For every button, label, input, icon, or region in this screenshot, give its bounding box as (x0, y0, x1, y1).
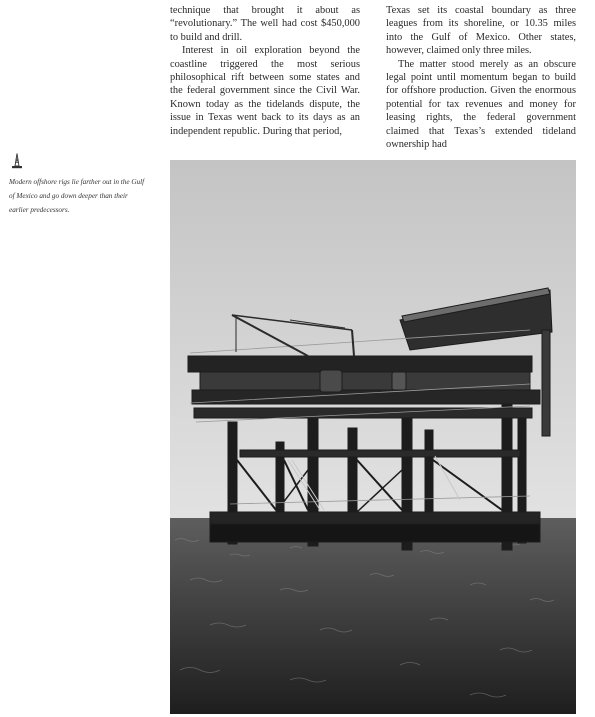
sea (170, 518, 576, 714)
oil-derrick-icon (11, 153, 23, 169)
caption-text: Modern offshore rigs lie farther out in the Gulf of Mexico and go down deeper than their earlier predecessors. (9, 178, 145, 215)
paragraph: technique that brought it about as “revolutionary.” The well had cost $450,000 to build and drill. (170, 5, 360, 43)
text-column-right (386, 4, 576, 151)
paragraph: The matter stood merely as an obscure legal point until momentum began to build for offshore production. Given the enormous potential for tax revenues and money for leasing rights, the federal government claimed that Texas’s extended tideland ownership had (386, 58, 576, 151)
paragraph: Texas set its coastal boundary as three leagues from its shoreline, or 10.35 miles into the Gulf of Mexico. Other states, however, claimed only three miles. (386, 5, 576, 57)
text-column-left (170, 4, 360, 138)
photo-caption (9, 153, 149, 218)
paragraph: Interest in oil exploration beyond the coastline triggered the most serious philosophical rift between some states and the federal government since the Civil War. Known today as the tidelands dispute, the issue in Texas went back to its days as an independent republic. During that period, (170, 45, 360, 137)
offshore-platform-photo (170, 160, 576, 714)
